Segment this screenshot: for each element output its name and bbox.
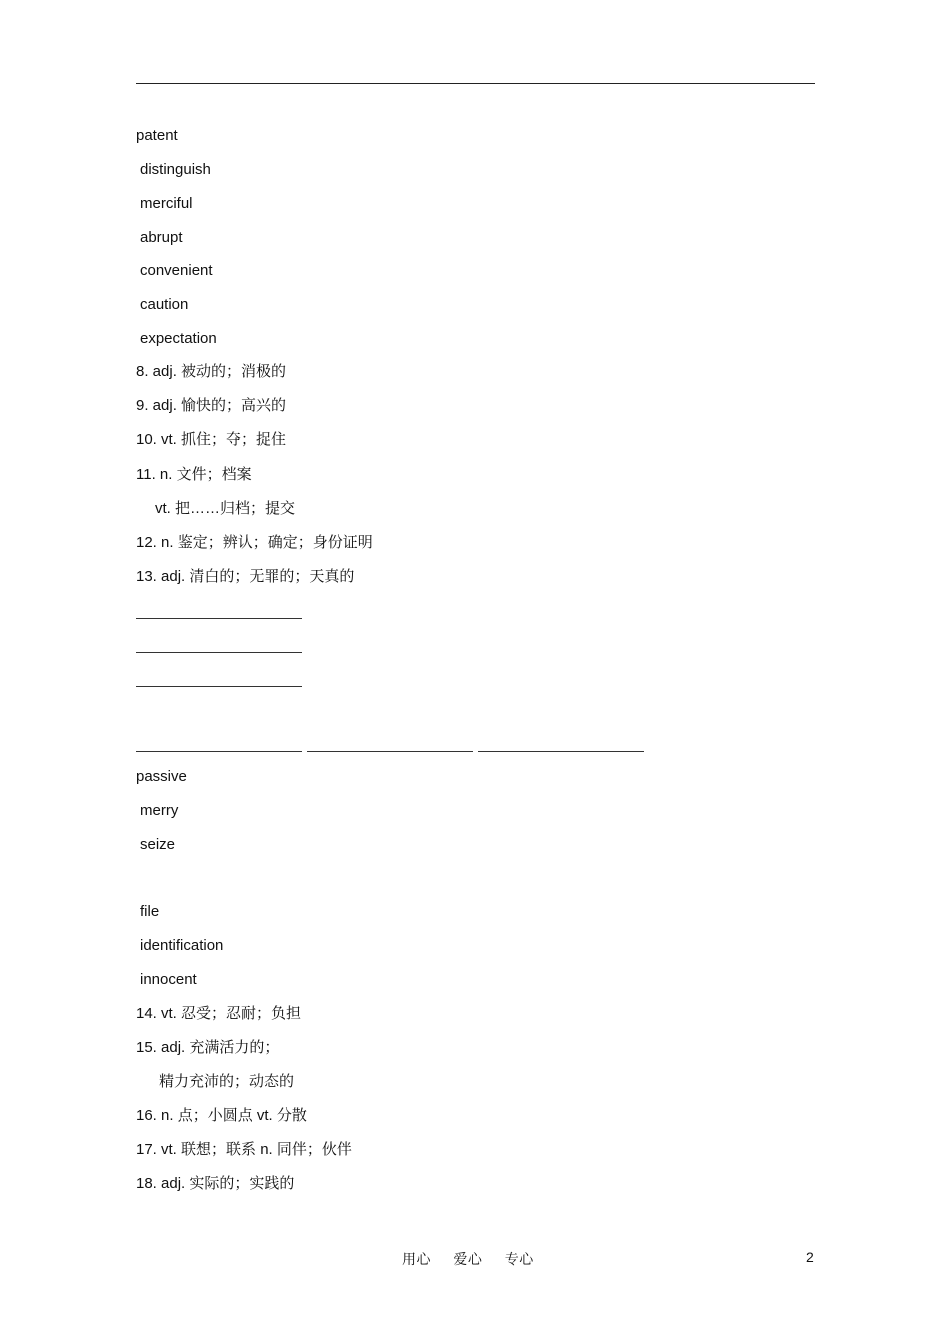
- text-line: distinguish: [140, 161, 211, 178]
- text-line: 16. n. 点；小圆点 vt. 分散: [136, 1107, 307, 1124]
- text-line: expectation: [140, 330, 217, 347]
- footer-motto: 用心: [402, 1251, 431, 1267]
- answer-blank: [136, 751, 302, 752]
- text-line: 17. vt. 联想；联系 n. 同伴；伙伴: [136, 1141, 352, 1158]
- text-line: innocent: [140, 971, 197, 988]
- text-line: 15. adj. 充满活力的；: [136, 1039, 280, 1056]
- text-line: file: [140, 903, 160, 920]
- text-line: passive: [136, 768, 187, 785]
- text-line: caution: [140, 296, 189, 313]
- text-line: 13. adj. 清白的；无罪的；天真的: [136, 568, 355, 585]
- text-line: 精力充沛的；动态的: [159, 1073, 295, 1090]
- text-line: merry: [140, 802, 179, 819]
- page-number: 2: [806, 1249, 814, 1265]
- text-line: 10. vt. 抓住；夺；捉住: [136, 431, 287, 448]
- answer-blank: [478, 751, 644, 752]
- footer-motto: 爱心: [453, 1251, 483, 1267]
- answer-blank: [136, 652, 302, 653]
- answer-blank: [307, 751, 473, 752]
- text-line: abrupt: [140, 229, 183, 246]
- text-line: 18. adj. 实际的；实践的: [136, 1175, 295, 1192]
- text-line: 12. n. 鉴定；辨认；确定；身份证明: [136, 534, 373, 551]
- text-line: identification: [140, 937, 224, 954]
- text-line: 8. adj. 被动的；消极的: [136, 363, 287, 380]
- text-line: seize: [140, 836, 176, 853]
- page-footer: [402, 1249, 552, 1269]
- footer-motto: 专心: [504, 1251, 534, 1267]
- answer-blank: [136, 618, 302, 619]
- text-line: patent: [136, 127, 178, 144]
- text-line: vt. 把……归档；提交: [155, 500, 296, 517]
- text-line: convenient: [140, 262, 213, 279]
- text-line: 11. n. 文件；档案: [136, 466, 252, 483]
- text-line: 14. vt. 忍受；忍耐；负担: [136, 1005, 302, 1022]
- text-line: merciful: [140, 195, 193, 212]
- text-line: 9. adj. 愉快的；高兴的: [136, 397, 287, 414]
- answer-blank: [136, 686, 302, 687]
- header-rule: [136, 83, 815, 84]
